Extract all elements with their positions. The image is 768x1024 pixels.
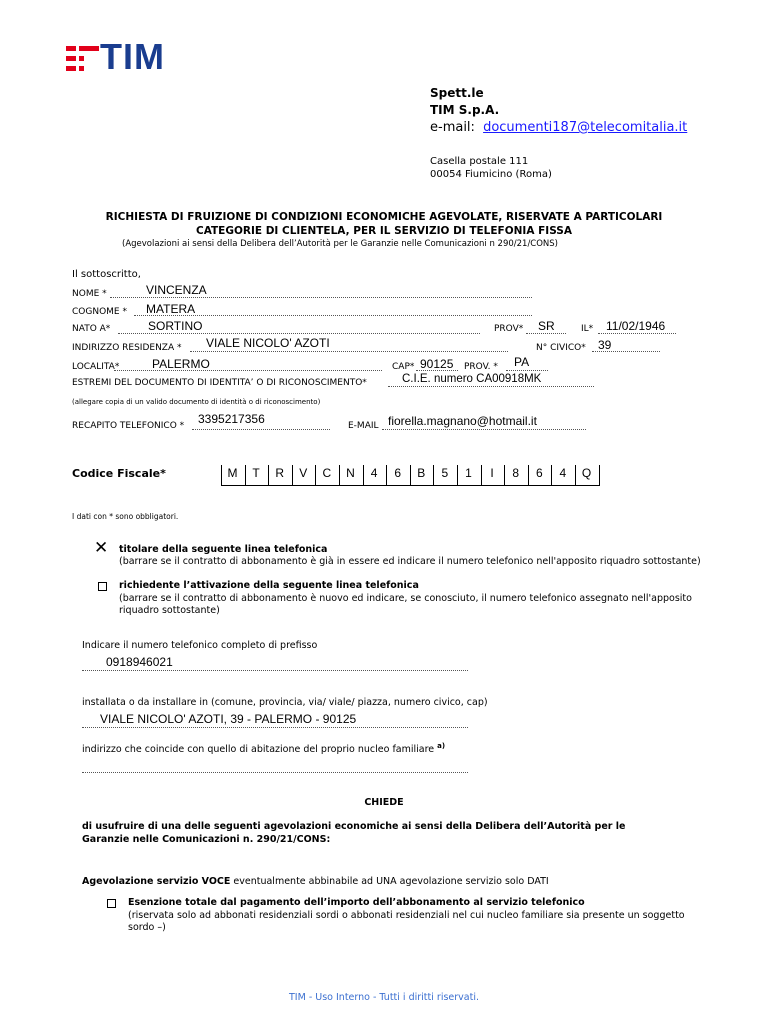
tel-label: RECAPITO TELEFONICO * [72,421,185,431]
voce-rest: eventualmente abbinabile ad UNA agevolazione servizio solo DATI [230,876,549,887]
cf-cell[interactable] [246,465,267,485]
coincide-line [82,772,468,773]
email-field[interactable]: fiorella.magnano@hotmail.it [388,414,537,428]
voce-line [82,876,549,887]
indirizzo-label: INDIRIZZO RESIDENZA * [72,343,182,353]
recipient-email-label: e-mail: [430,120,475,135]
nato-line [118,333,480,334]
cf-cell[interactable] [411,465,432,485]
cf-cell-char: Q [581,466,592,480]
voce-bold: Agevolazione servizio VOCE [82,876,231,887]
recipient-line2: TIM S.p.A. [430,103,500,117]
opt1-title: titolare della seguente linea telefonica [119,544,328,555]
opt1-checkbox[interactable]: ✕ [94,538,109,558]
installata-field[interactable]: VIALE NICOLO' AZOTI, 39 - PALERMO - 90125 [100,712,357,726]
cf-cell-char: 1 [465,466,472,480]
coincide-label: indirizzo che coincide con quello di abitazione del proprio nucleo familiare [82,744,435,756]
il-label: IL* [581,324,594,334]
cf-cell-divider [433,465,434,485]
cf-cell-divider [504,465,505,485]
localita-label: LOCALITA* [72,362,120,372]
cap-label: CAP* [392,362,415,372]
recipient-box: Casella postale 111 [430,156,529,167]
tel-field[interactable]: 3395217356 [198,412,265,426]
numero-label: Indicare il numero telefonico completo di prefisso [82,640,318,651]
cf-cell[interactable] [222,465,243,485]
nato-label: NATO A* [72,324,111,334]
localita-field[interactable]: PALERMO [152,357,210,371]
form-intro: Il sottoscritto, [72,269,141,280]
title-line2: CATEGORIE DI CLIENTELA, PER IL SERVIZIO DI TELEFONIA FISSA [196,225,572,237]
prov-label: PROV* [494,324,524,334]
esenzione-desc1: (riservata solo ad abbonati residenziali sordi o abbonati residenziali nel cui nucleo familiare sia presente un soggetto [128,910,685,921]
cf-cell[interactable] [576,465,597,485]
chiede-title: CHIEDE [364,797,404,808]
tim-logo-mark-icon [64,42,104,78]
nome-label: NOME * [72,289,107,299]
title-sub: (Agevolazioni ai sensi della Delibera dell’Autorità per le Garanzie nelle Comunicazioni n 290/21/CONS) [122,239,558,249]
indirizzo-line [190,351,508,352]
cf-cell-char: V [299,466,308,480]
numero-field[interactable]: 0918946021 [106,655,173,669]
installata-label: installata o da installare in (comune, provincia, via/ viale/ piazza, numero civico, cap) [82,697,488,708]
cf-cell-divider [457,465,458,485]
opt2-desc2: riquadro sottostante) [119,605,220,616]
opt2-checkbox[interactable] [98,582,107,591]
cf-cell[interactable] [364,465,385,485]
cf-cell-divider [551,465,552,485]
recipient-email-row [430,120,687,135]
prov2-field[interactable]: PA [514,355,530,369]
cf-cell-char: I [490,466,494,480]
cf-cell-divider [339,465,340,485]
footer: TIM - Uso Interno - Tutti i diritti riservati. [289,992,479,1003]
cf-cell[interactable] [482,465,503,485]
tim-logo [64,36,184,80]
coincide-text [82,742,445,755]
cf-cell-divider [410,465,411,485]
title-line1: RICHIESTA DI FRUIZIONE DI CONDIZIONI ECONOMICHE AGEVOLATE, RISERVATE A PARTICOLARI [105,211,663,223]
chiede-text2: Garanzie nelle Comunicazioni n. 290/21/CONS: [82,834,331,845]
cf-cell-divider [245,465,246,485]
indirizzo-field[interactable]: VIALE NICOLO' AZOTI [206,336,330,350]
coincide-note: a) [437,742,446,750]
cognome-label: COGNOME * [72,307,127,317]
nome-field[interactable]: VINCENZA [146,283,207,297]
doc-label: ESTREMI DEL DOCUMENTO DI IDENTITA’ O DI RICONOSCIMENTO* [72,378,367,388]
cf-label: Codice Fiscale* [72,467,166,480]
opt1-desc: (barrare se il contratto di abbonamento è già in essere ed indicare il numero telefonico nell'apposito riquadro sottostante) [119,556,701,567]
opt2-title: richiedente l’attivazione della seguente linea telefonica [119,580,419,591]
cf-cell[interactable] [269,465,290,485]
recipient-city: 00054 Fiumicino (Roma) [430,169,552,180]
cf-cell-char: 4 [370,466,378,480]
cf-cell-divider [221,465,222,485]
cf-cell-char: T [252,466,260,480]
nome-line [110,297,532,298]
recipient-email-link[interactable]: documenti187@telecomitalia.it [483,120,688,135]
cognome-field[interactable]: MATERA [146,302,196,316]
cf-cell[interactable] [458,465,479,485]
numero-line [82,670,468,671]
cf-cell[interactable] [505,465,526,485]
cf-cell[interactable] [529,465,550,485]
cf-cell[interactable] [552,465,573,485]
cf-cell-divider [292,465,293,485]
cf-cell-divider [315,465,316,485]
cap-field[interactable]: 90125 [420,357,454,371]
chiede-text1: di usufruire di una delle seguenti agevolazioni economiche ai sensi della Delibera dell’Autorità per le [82,821,626,832]
cf-cell[interactable] [340,465,361,485]
cf-cell-char: 8 [512,466,520,480]
civico-field[interactable]: 39 [598,338,612,352]
il-field[interactable]: 11/02/1946 [606,319,666,333]
prov-field[interactable]: SR [538,319,555,333]
cf-cell-divider [481,465,482,485]
email-label: E-MAIL [348,421,379,431]
esenzione-desc2: sordo –) [128,922,166,933]
il-line [598,333,676,334]
cf-cell-char: 5 [441,466,449,480]
cf-cell-char: B [417,466,426,480]
cf-cell[interactable] [316,465,337,485]
cf-cell-char: 6 [394,466,402,480]
allegare-note: (allegare copia di un valido documento di identità o di riconoscimento) [72,398,321,406]
cf-cell-char: N [346,466,355,480]
cf-cell-divider [386,465,387,485]
cf-cell[interactable] [387,465,408,485]
cf-cell-char: 4 [559,466,567,480]
civico-label: N° CIVICO* [536,343,586,353]
doc-field[interactable]: C.I.E. numero CA00918MK [402,373,542,385]
cf-cell-divider [268,465,269,485]
obbligatori-note: I dati con * sono obbligatori. [72,512,179,521]
tel-line [192,429,330,430]
esenzione-checkbox[interactable] [107,899,116,908]
esenzione-title: Esenzione totale dal pagamento dell’importo dell’abbonamento al servizio telefonico [128,897,585,908]
cf-cell[interactable] [434,465,455,485]
prov-line [526,333,566,334]
recipient-line1: Spett.le [430,86,484,100]
opt2-desc1: (barrare se il contratto di abbonamento è nuovo ed indicare, se conosciuto, il numero telefonico assegnato nell'apposito [119,593,692,604]
cf-cell-char: 6 [535,466,543,480]
prov2-label: PROV. * [464,362,498,372]
doc-line [388,386,594,387]
cf-cell[interactable] [293,465,314,485]
installata-line [82,727,468,728]
nato-field[interactable]: SORTINO [148,319,203,333]
prov2-line [506,370,548,371]
logo-text: TIM [100,36,165,77]
cf-cell-char: C [322,466,332,480]
cf-cell-divider [528,465,529,485]
cf-cell-char: M [227,466,238,480]
cf-cell-divider [575,465,576,485]
email-line [382,429,586,430]
cf-cell-divider [363,465,364,485]
cf-cell-char: R [275,466,285,480]
